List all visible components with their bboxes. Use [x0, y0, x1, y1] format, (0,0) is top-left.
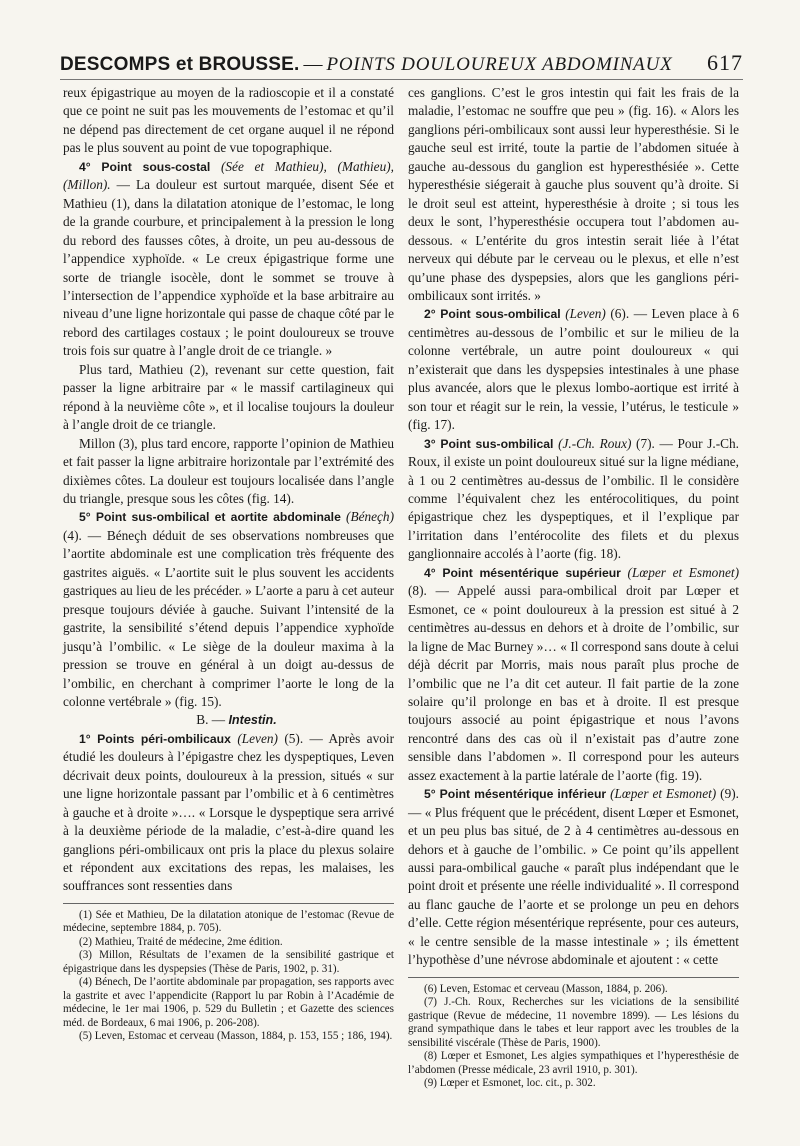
paragraph: [63, 730, 394, 896]
paragraph: ces ganglions. C’est le gros intestin qui fait les frais de la maladie, l’estomac ne souffre que peu » (fig. 16). « Alors les ganglions péri-ombilicaux sont aussi leur hyperesthésie. Si le gauche seul est irrité, toute la partie de l’abdomen située à gauche au-dessous du ganglion est hyperesthésiée ». Cette hyperesthésie siégerait à gauche plus souvent qu’à droite. Si le droit seul est atteint, hyperesthésie à droite ; si tous les deux le sont, l’hyperesthésie occupera tout l’abdomen au-dessous. « L’entérite du gros intestin serait liée à l’état nerveux qui débute par le cerveau ou le plexus, et elle n’est qu’une phase des dyspepsies, alors que les ganglions péri-ombilicaux sont irrités. »: [408, 85, 739, 303]
footnote: (8) Lœper et Esmonet, Les algies sympathiques et l’hyperesthésie de l’abdomen (Presse médicale, 23 avril 1910, p. 301).: [408, 1050, 739, 1076]
running-header: [60, 50, 743, 80]
footnote: (4) Bénech, De l’aortite abdominale par propagation, ses rapports avec la gastrite et avec l’appendicite (Rapport lu par Robin à l’Académie de médecine, le 1er mai 1906, p. 529 du Bulletin ; et Gazette des sciences méd. de Bordeaux, 6 mai 1906, p. 206-208).: [63, 976, 394, 1029]
paragraph-text: (6). — Leven place à 6 centimètres au-dessous de l’ombilic et sur le milieu de la colonne vertébrale, un autre point douloureux « qui n’existerait que dans les dyspepsies intestinales à une phase plus avancée, alors que le plexus lombo-aortique est irrité à son tour et réagit sur le rein, la vessie, l’utérus, le testicule » (fig. 17).: [408, 306, 739, 433]
section-name: Intestin.: [228, 713, 277, 728]
paragraph: Plus tard, Mathieu (2), revenant sur cette question, fait passer la ligne arbitraire par « le massif cartilagineux qui répond à la neuvième côte », et il localise toujours la douleur à l’angle droit de ce triangle.: [63, 361, 394, 433]
footnote: (3) Millon, Résultats de l’examen de la sensibilité gastrique et épigastrique dans les dyspepsies (Thèse de Paris, 1902, p. 31).: [63, 949, 394, 975]
paragraph-text: (5). — Après avoir étudié les douleurs à l’épigastre chez les dyspeptiques, Leven décrivait deux points, douloureux à la pression, situés « sur une ligne horizontale passant par l’ombilic et à 6 centimètres à gauche et à droite »…. « Lorsque le dyspeptique sera arrivé à la deuxième période de la maladie, c’est-à-dire quand les ganglions péri-ombilicaux ont pris la place du plexus solaire et répondent aux excitations des repas, les malaises, les souffrances sont ressenties dans: [63, 730, 394, 894]
footnote: (6) Leven, Estomac et cerveau (Masson, 1884, p. 206).: [424, 982, 668, 995]
paragraph: Millon (3), plus tard encore, rapporte l’opinion de Mathieu et fait passer la ligne arbitraire horizontale par l’extrémité des dixièmes côtes. La douleur est toujours localisée dans l’angle du triangle, presque sous les côtes (fig. 14).: [63, 435, 394, 506]
author-ref: (J.-Ch. Roux): [558, 435, 632, 451]
left-column: [63, 84, 394, 1044]
footnote-rule: [408, 977, 739, 978]
right-column: [408, 84, 739, 1091]
author-ref: (Leven): [565, 306, 606, 322]
paragraph: [408, 305, 739, 434]
footnote: (5) Leven, Estomac et cerveau (Masson, 1884, p. 153, 155 ; 186, 194).: [79, 1030, 393, 1043]
paragraph: [63, 508, 394, 711]
footnote: (2) Mathieu, Traité de médecine, 2me édition.: [79, 935, 283, 948]
section-title: [63, 711, 394, 729]
author-ref: (Lœper et Esmonet): [610, 786, 717, 802]
section-heading: 5° Point mésentérique inférieur: [424, 787, 607, 802]
section-heading: 1° Points péri-ombilicaux: [79, 731, 231, 746]
page-number: 617: [707, 50, 743, 75]
section-heading: 4° Point mésentérique supérieur: [424, 565, 621, 580]
footnote: (9) Lœper et Esmonet, loc. cit., p. 302.: [424, 1077, 596, 1090]
paragraph-text: (4). — Béneçh déduit de ses observations nombreuses que l’aortite abdominale est une complication très fréquente des gastrites aiguës. « L’aortite suit le plus souvent les accidents gastriques au lieu de les précéder. » L’aorte a paru à cet auteur presque toujours déviée à gauche. Suivant l’intensité de la gastrite, la sensibilité s’étend depuis l’appendice xyphoïde jusqu’à l’ombilic. « Le siège de la douleur maxima à la pression se trouve en général à un doigt au-dessus de l’ombilic, en cherchant à comprimer l’aorte le long de la colonne vertébrale » (fig. 15).: [63, 527, 394, 709]
author-ref: (Sée et Mathieu), (Mathieu), (Millon).: [63, 158, 394, 193]
paragraph: [408, 564, 739, 785]
author-ref: (Béneçh): [346, 509, 394, 525]
paragraph-text: (8). — Appelé aussi para-ombilical droit par Lœper et Esmonet, ce « point douloureux à la pression est situé à 2 centimètres au-dessus en dehors et à droite de l’ombilic, sur la ligne de Mac Burney »… « Il correspond sans doute à celui déjà décrit par Morris, mais nous paraît plus proche de l’ombilic que ne l’a dit cet auteur. Il fait partie de la zone solaire qu’il prolonge en bas et à droite. Il est presque toujours associé au point épigastrique et nous l’avons rencontré dans des cas où il n’existait pas d’autre zone sensible dans l’abdomen ». Il correspond pour les auteurs assez exactement à la partie latérale de l’aorte (fig. 19).: [408, 583, 739, 783]
footnotes: [408, 983, 739, 1091]
section-heading: 3° Point sus-ombilical: [424, 436, 554, 451]
header-separator: —: [303, 54, 323, 75]
section-heading: 2° Point sous-ombilical: [424, 307, 561, 322]
author-ref: (Lœper et Esmonet): [627, 564, 740, 580]
paragraph: reux épigastrique au moyen de la radioscopie et il a constaté que ce point ne suit pas les mouvements de l’estomac et qu’il ne dépend pas directement de cet organe auquel il ne répond pas le plus souvent au point de vue topographique.: [63, 85, 394, 156]
header-authors: DESCOMPS et BROUSSE.: [60, 54, 300, 75]
paragraph-text: (9). — « Plus fréquent que le précédent, disent Lœper et Esmonet, et un peu plus bas situé, de 2 à 4 centimètres au-dessous en dehors et à gauche de l’ombilic. » Ce point qu’ils appellent aussi para-ombilical gauche « paraît plus indépendant que le point droit et présente une réelle individualité ». Il correspond au flanc gauche de l’aorte et se prolonge un peu en dehors d’elle. Cette région mésentérique représente, pour ces auteurs, « le centre sensible de la masse intestinale » ; ils émettent l’hypothèse d’une névrose abdominale et ajoutent : « cette: [408, 786, 739, 968]
paragraph: [63, 158, 394, 361]
paragraph: [408, 785, 739, 970]
paragraph-text: (7). — Pour J.-Ch. Roux, il existe un point douloureux situé sur la ligne médiane, à 1 ou 2 centimètres au-dessus de l’ombilic. Il le considère comme l’équivalent chez les entérocolitiques, du point épigastrique chez les dyspeptiques, et il l’explique par l’irritation dans l’entérocolite des filets et du plexus ganglionnaire accolés à l’aorte (fig. 18).: [408, 435, 740, 562]
section-heading: 4° Point sous-costal: [79, 159, 211, 174]
author-ref: (Leven): [237, 730, 278, 746]
section-letter: B. —: [196, 712, 226, 728]
paragraph-text: — La douleur est surtout marquée, disent Sée et Mathieu (1), dans la dilatation atonique de l’estomac, le long de la grande courbure, et principalement à la pression le long du rebord des fausses côtes, à droite, un peu au-dessous de l’appendice xyphoïde. « Le creux épigastrique forme une sorte de triangle isocèle, dont le sommet se trouve à l’intersection de l’appendice xyphoïde et la base arbitraire au niveau d’une ligne horizontale qui passe de chaque côté par le rebord des cartilages costaux ; le point douloureux se trouve trois fois sur quatre à l’angle droit de ce triangle. »: [63, 177, 394, 359]
header-title: POINTS DOULOUREUX ABDOMINAUX: [326, 54, 673, 75]
section-heading: 5° Point sus-ombilical et aortite abdominale: [79, 510, 341, 525]
footnotes: [63, 909, 394, 1044]
footnote: (7) J.-Ch. Roux, Recherches sur les viciations de la sensibilité gastrique (Revue de médecine, 11 novembre 1899). — Les lésions du grand sympathique dans le tabes et leur rapport avec les troubles de la sensibilité viscérale (Thèse de Paris, 1900).: [408, 996, 739, 1049]
header-rule: [60, 79, 743, 80]
footnote-rule: [63, 903, 394, 904]
footnote: (1) Sée et Mathieu, De la dilatation atonique de l’estomac (Revue de médecine, septembre 1884, p. 705).: [63, 908, 394, 935]
paragraph: [408, 435, 739, 564]
